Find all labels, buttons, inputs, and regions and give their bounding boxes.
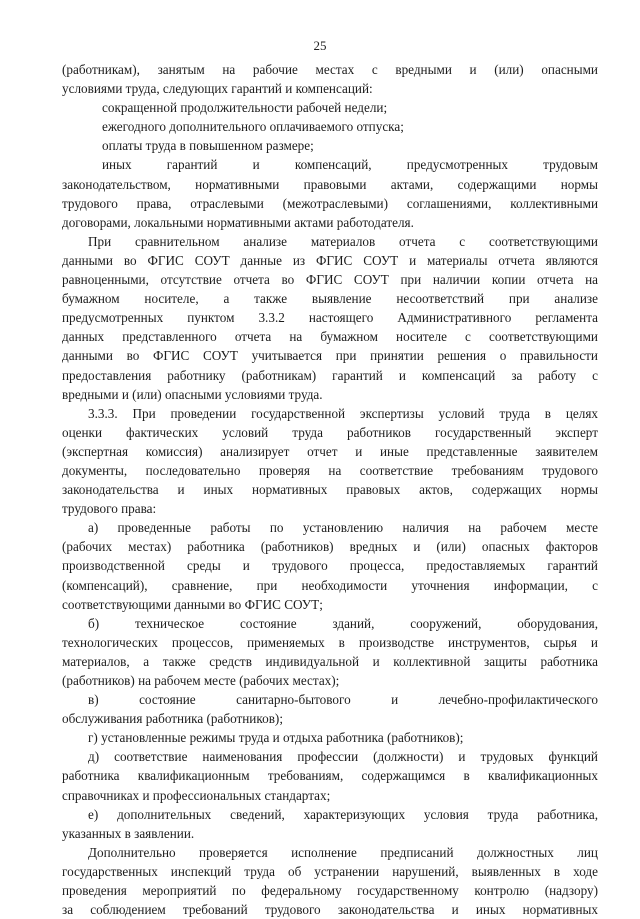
text-line: данными во ФГИС СОУТ данные из ФГИС СОУТ и материалы отчета являются [62, 252, 598, 268]
text-line: соответствующими данными во ФГИС СОУТ; [62, 596, 323, 612]
text-line: в) состояние санитарно-бытового и лечебно-профилактического [88, 692, 598, 708]
text-line: (рабочих местах) работника (работников) вредных и (или) опасных факторов [62, 539, 598, 555]
text-line: бумажном носителе, а также выявление несоответствий при анализе [62, 291, 598, 307]
text-line: предоставления работнику (работникам) гарантий и компенсаций за работу с [62, 367, 598, 383]
text-line: обслуживания работника (работников); [62, 711, 283, 727]
text-line: данных представленного отчета на бумажном носителе с соответствующими [62, 329, 598, 345]
text-line: трудового права: [62, 501, 157, 517]
text-line: указанных в заявлении. [62, 825, 195, 841]
text-line: работника квалификационным требованиям, содержащимся в квалификационных [62, 768, 598, 784]
text-line: вредными и (или) опасными условиями труда. [62, 386, 323, 402]
text-line: документы, последовательно проверяя на соответствие требованиям трудового [62, 462, 598, 478]
page-number: 25 [313, 38, 327, 53]
body-text [62, 60, 598, 919]
text-line: (работников) на рабочем месте (рабочих местах); [62, 673, 340, 688]
text-line: сокращенной продолжительности рабочей недели; [102, 100, 388, 116]
text-line: равноценными, отсутствие отчета во ФГИС СОУТ при наличии копии отчета на [62, 272, 598, 288]
text-line: оплаты труда в повышенном размере; [102, 138, 314, 154]
text-line: проведения мероприятий по федеральному государственному контролю (надзору) [62, 883, 598, 899]
text-line: г) установленные режимы труда и отдыха работника (работников); [88, 730, 464, 746]
text-line: (работникам), занятым на рабочие местах с вредными и (или) опасными [62, 62, 598, 77]
text-line: законодательством, нормативными правовыми актами, содержащими нормы [62, 176, 598, 192]
text-line: д) соответствие наименования профессии (должности) и трудовых функций [88, 749, 598, 765]
text-line: 3.3.3. При проведении государственной экспертизы условий труда в целях [88, 405, 598, 421]
text-line: При сравнительном анализе материалов отчета с соответствующими [88, 233, 598, 249]
text-line: оценки фактических условий труда работников государственный эксперт [62, 424, 598, 440]
text-line: договорами, локальными нормативными актами работодателя. [62, 214, 414, 230]
text-line: государственных инспекций труда об устранении нарушений, выявленных в ходе [62, 863, 598, 879]
text-line: условиями труда, следующих гарантий и компенсаций: [62, 81, 373, 97]
text-line: иных гарантий и компенсаций, предусмотренных трудовым [102, 157, 598, 173]
text-line: предусмотренных пунктом 3.3.2 настоящего Административного регламента [62, 310, 598, 326]
text-line: б) техническое состояние зданий, сооружений, оборудования, [88, 615, 598, 631]
text-line: материалов, а также средств индивидуальной и коллективной защиты работника [62, 653, 598, 669]
text-line: трудового права, отраслевыми (межотраслевыми) соглашениями, коллективными [62, 195, 598, 211]
text-line: ежегодного дополнительного оплачиваемого отпуска; [102, 119, 404, 135]
text-line: е) дополнительных сведений, характеризующих условия труда работника, [88, 806, 598, 822]
text-line: (компенсаций), сравнение, при необходимости уточнения информации, с [62, 577, 598, 593]
text-line: а) проведенные работы по установлению наличия на рабочем месте [88, 520, 598, 536]
text-line: Дополнительно проверяется исполнение предписаний должностных лиц [88, 844, 598, 860]
text-line: за соблюдением требований трудового законодательства и иных нормативных [62, 902, 598, 918]
text-line: производственной среды и трудового процесса, предоставляемых гарантий [62, 558, 598, 574]
text-line: законодательства и иных нормативных правовых актов, содержащих нормы [62, 482, 598, 498]
text-line: справочниках и профессиональных стандартах; [62, 787, 331, 803]
text-line: (экспертная комиссия) анализирует отчет и иные представленные заявителем [62, 443, 598, 459]
text-line: технологических процессов, применяемых в производстве инструментов, сырья и [62, 634, 598, 650]
text-line: данными во ФГИС СОУТ учитывается при принятии решения о правильности [62, 348, 598, 364]
